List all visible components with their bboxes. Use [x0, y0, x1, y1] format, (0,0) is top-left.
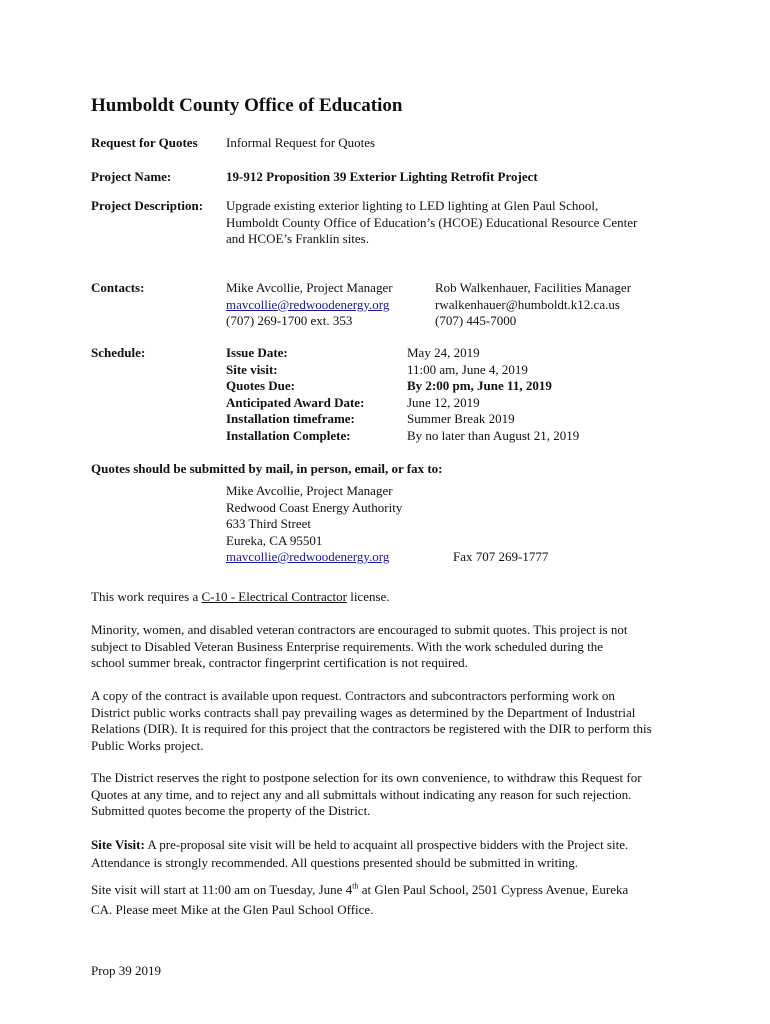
address-line: Mike Avcollie, Project Manager [226, 483, 393, 498]
paragraph-line: school summer break, contractor fingerprint certification is not required. [91, 655, 468, 670]
address-line: 633 Third Street [226, 516, 311, 531]
paragraph-line: Public Works project. [91, 737, 204, 753]
schedule-row-value: 11:00 am, June 4, 2019 [407, 361, 528, 377]
schedule-row-value: By no later than August 21, 2019 [407, 427, 580, 443]
project-description-label: Project Description: [91, 198, 204, 213]
site-visit-line: Attendance is strongly recommended. All questions presented should be submitted in writing. [91, 855, 579, 870]
request-value: Informal Request for Quotes [226, 135, 376, 150]
address-line: Redwood Coast Energy Authority [226, 499, 403, 515]
site-visit-start-paragraph [91, 880, 628, 920]
license-text-after: license. [346, 589, 390, 604]
site-visit-text: A pre-proposal site visit will be held to acquaint all prospective bidders with the Project site. [144, 837, 629, 852]
paragraph-line: Quotes at any time, and to reject any and all submittals without indicating any reason for such rejection. [91, 786, 632, 802]
paragraph-line: Relations (DIR). It is required for this project that the contractors be registered with the DIR to perform this [91, 721, 652, 736]
site-visit-start-text: Site visit will start at 11:00 am on Tuesday, June 4 [91, 882, 353, 897]
schedule-row-label: Installation Complete: [226, 427, 351, 443]
site-visit-start-line: CA. Please meet Mike at the Glen Paul School Office. [91, 902, 374, 917]
schedule-label: Schedule: [91, 345, 146, 360]
schedule-row-label: Installation timeframe: [226, 411, 355, 426]
project-name-value: 19-912 Proposition 39 Exterior Lighting Retrofit Project [226, 169, 538, 184]
description-line: Upgrade existing exterior lighting to LED lighting at Glen Paul School, [226, 198, 599, 213]
schedule-row-label: Issue Date: [226, 345, 288, 360]
schedule-row-label: Site visit: [226, 361, 278, 377]
contact-card-rob [435, 280, 631, 330]
paragraph-line: The District reserves the right to postpone selection for its own convenience, to withdraw this Request for [91, 770, 642, 785]
contacts-label: Contacts: [91, 280, 145, 295]
page-footer: Prop 39 2019 [91, 963, 162, 978]
submission-heading: Quotes should be submitted by mail, in person, email, or fax to: [91, 461, 443, 476]
contract-paragraph [91, 688, 681, 754]
paragraph-line: Submitted quotes become the property of the District. [91, 803, 371, 818]
submission-email-link[interactable]: mavcollie@redwoodenergy.org [226, 549, 390, 564]
schedule-row-value: May 24, 2019 [407, 345, 480, 360]
contact-email-link[interactable]: mavcollie@redwoodenergy.org [226, 296, 390, 312]
schedule-row-label: Quotes Due: [226, 378, 295, 393]
contact-phone: (707) 445-7000 [435, 313, 517, 328]
description-line: and HCOE’s Franklin sites. [226, 231, 369, 246]
schedule-row-value: June 12, 2019 [407, 394, 480, 410]
license-text-before: This work requires a [91, 589, 202, 604]
submission-address [226, 483, 402, 566]
request-label: Request for Quotes [91, 135, 198, 150]
site-visit-label: Site Visit: [91, 837, 145, 852]
paragraph-line: A copy of the contract is available upon request. Contractors and subcontractors performing work on [91, 688, 615, 703]
address-line: Eureka, CA 95501 [226, 532, 323, 548]
ordinal-suffix: th [352, 881, 359, 891]
site-visit-paragraph [91, 836, 628, 872]
minority-paragraph [91, 622, 681, 672]
project-name-label: Project Name: [91, 169, 172, 184]
paragraph-line: subject to Disabled Veteran Business Enterprise requirements. With the work scheduled during the [91, 638, 604, 654]
contact-name: Mike Avcollie, Project Manager [226, 280, 393, 295]
license-line [91, 589, 390, 606]
page-title: Humboldt County Office of Education [91, 95, 403, 116]
fax-number: Fax 707 269-1777 [453, 549, 549, 564]
schedule-row-value: Summer Break 2019 [407, 411, 515, 426]
contact-email: rwalkenhauer@humboldt.k12.ca.us [435, 296, 620, 312]
schedule-row-value-quotes-due: By 2:00 pm, June 11, 2019 [407, 378, 552, 393]
schedule-labels [226, 345, 364, 444]
schedule-values [407, 345, 579, 444]
contact-phone: (707) 269-1700 ext. 353 [226, 313, 353, 328]
schedule-row-label: Anticipated Award Date: [226, 394, 365, 410]
paragraph-line: District public works contracts shall pay prevailing wages as determined by the Department of Industrial [91, 704, 636, 720]
site-visit-start-location: at Glen Paul School, 2501 Cypress Avenue, Eureka [358, 882, 629, 897]
contact-name: Rob Walkenhauer, Facilities Manager [435, 280, 632, 295]
paragraph-line: Minority, women, and disabled veteran contractors are encouraged to submit quotes. This project is not [91, 622, 628, 637]
license-link[interactable]: C-10 - Electrical Contractor [201, 589, 347, 604]
contact-card-mike [226, 280, 393, 330]
description-line: Humboldt County Office of Education’s (HCOE) Educational Resource Center [226, 214, 638, 230]
project-description-text [226, 198, 637, 248]
district-paragraph [91, 770, 681, 820]
